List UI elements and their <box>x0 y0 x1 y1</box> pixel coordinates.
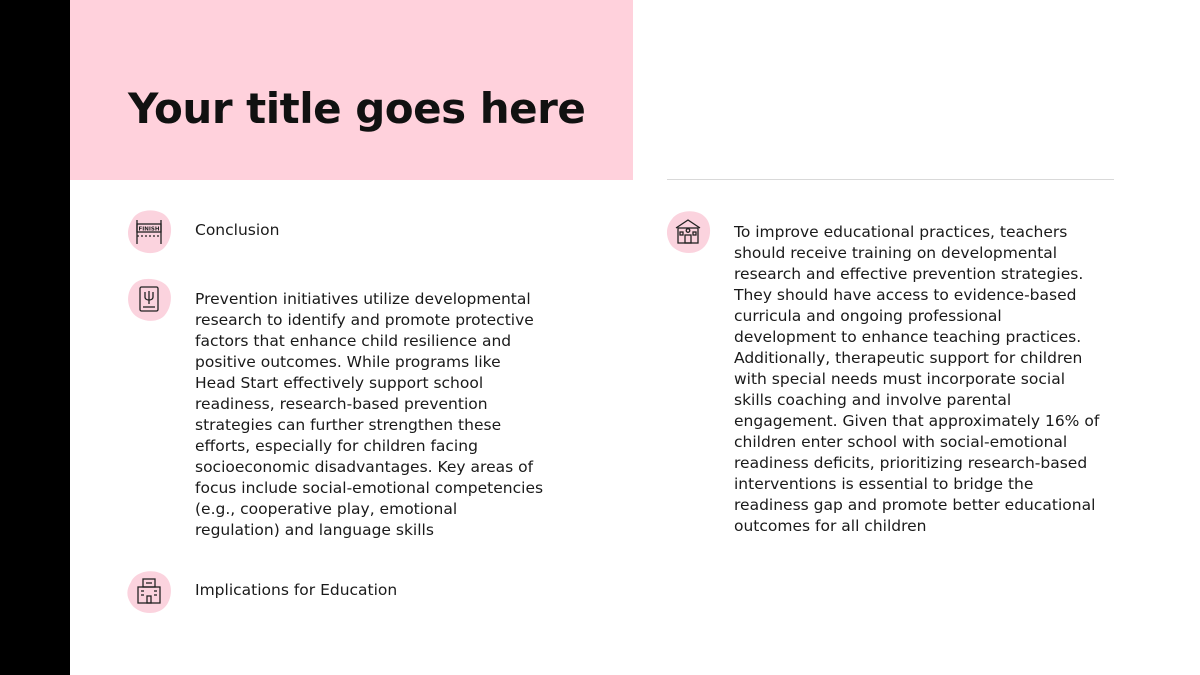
education-paragraph: To improve educational practices, teachers should receive training on developmental research and effective prevention strategies. They should have access to evidence-based curricula and ongoing professional development to enhance teaching practices. Additionally, therapeutic support for children with special needs must incorporate social skills coaching and involve parental engagement. Given that approximately 16% of children enter school with social-emotional readiness deficits, prioritizing research-based interventions is essential to bridge the readiness gap and promote better educational outcomes for all children <box>734 223 1100 535</box>
finish-line-icon <box>124 206 174 256</box>
conclusion-label: Conclusion <box>195 221 280 239</box>
school-building-icon <box>124 566 174 616</box>
slide-title: Your title goes here <box>128 84 586 133</box>
svg-text:FINISH: FINISH <box>138 226 160 233</box>
implications-label: Implications for Education <box>195 581 398 599</box>
left-black-bar <box>0 0 70 675</box>
psychology-book-icon <box>124 274 174 324</box>
divider-line <box>667 179 1114 180</box>
schoolhouse-icon <box>663 206 713 256</box>
prevention-paragraph: Prevention initiatives utilize developmental research to identify and promote protective factors that enhance child resilience and positive outcomes. While programs like Head Start effectively support school readiness, research-based prevention strategies can further strengthen these efforts, especially for children facing socioeconomic disadvantages. Key areas of focus include social-emotional competencies (e.g., cooperative play, emotional regulation) and language skills <box>195 290 544 539</box>
